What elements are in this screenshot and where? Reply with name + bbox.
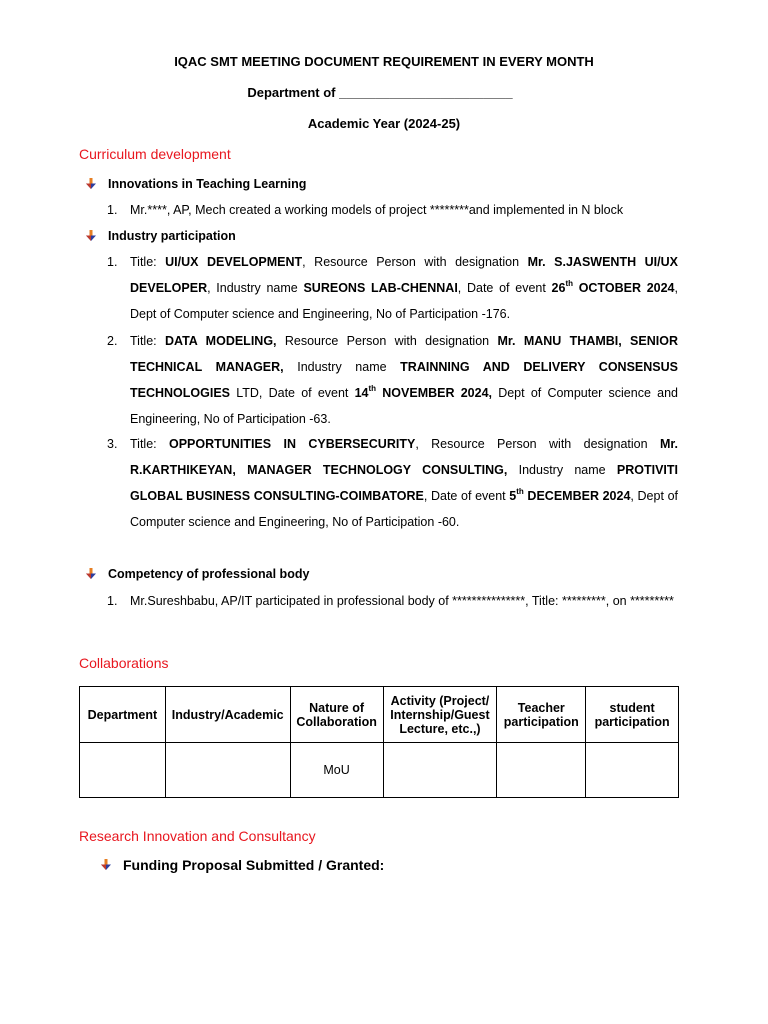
table-cell bbox=[586, 743, 679, 798]
funding-label: Funding Proposal Submitted / Granted: bbox=[123, 857, 385, 873]
collaborations-heading: Collaborations bbox=[79, 655, 169, 671]
industry-item-3: Title: OPPORTUNITIES IN CYBERSECURITY, Resource Person with designation Mr. R.KARTHIKEYAN, MANAGER TECHNOLOGY CONSULTING, Industry name PROTIVITI GLOBAL BUSINESS CONSULTING-COIMBATORE, Date of event 5th DECEMBER 2024, Dept of Computer science and Engineering, No of Participation -60. bbox=[130, 437, 679, 529]
funding-bullet bbox=[100, 857, 384, 873]
down-arrow-bullet-icon bbox=[85, 178, 97, 190]
industry-bullet bbox=[85, 229, 236, 243]
column-header: Industry/Academic bbox=[165, 687, 290, 743]
curriculum-heading: Curriculum development bbox=[79, 146, 231, 162]
department-line: Department of ________________________ bbox=[247, 85, 513, 100]
competency-item: Mr.Sureshbabu, AP/IT participated in professional body of ***************, Title: *********, on ********* bbox=[130, 594, 674, 608]
table-cell bbox=[383, 743, 497, 798]
table-cell bbox=[497, 743, 586, 798]
column-header: Teacher participation bbox=[497, 687, 586, 743]
list-number: 1. bbox=[107, 594, 118, 608]
research-heading: Research Innovation and Consultancy bbox=[79, 828, 316, 844]
innovations-bullet bbox=[85, 177, 306, 191]
industry-label: Industry participation bbox=[108, 229, 236, 243]
table-cell bbox=[165, 743, 290, 798]
document-title: IQAC SMT MEETING DOCUMENT REQUIREMENT IN EVERY MONTH bbox=[174, 54, 594, 69]
table-header-row bbox=[80, 687, 679, 743]
list-number: 3. bbox=[107, 437, 118, 451]
competency-label: Competency of professional body bbox=[108, 567, 310, 581]
innovation-item: Mr.****, AP, Mech created a working models of project ********and implemented in N block bbox=[130, 203, 624, 217]
down-arrow-bullet-icon bbox=[100, 859, 112, 871]
academic-year: Academic Year (2024-25) bbox=[307, 116, 461, 131]
down-arrow-bullet-icon bbox=[85, 568, 97, 580]
table-cell bbox=[80, 743, 166, 798]
collaborations-table bbox=[79, 686, 679, 798]
down-arrow-bullet-icon bbox=[85, 230, 97, 242]
competency-bullet bbox=[85, 567, 309, 581]
industry-item-1: Title: UI/UX DEVELOPMENT, Resource Person with designation Mr. S.JASWENTH UI/UX DEVELOPER, Industry name SUREONS LAB-CHENNAI, Date of event 26th OCTOBER 2024, Dept of Computer science and Engineering, No of Participation -176. bbox=[130, 255, 678, 321]
innovations-label: Innovations in Teaching Learning bbox=[108, 177, 307, 191]
industry-item-2: Title: DATA MODELING, Resource Person with designation Mr. MANU THAMBI, SENIOR TECHNICAL MANAGER, Industry name TRAINNING AND DELIVERY CONSENSUS TECHNOLOGIES LTD, Date of event 14th NOVEMBER 2024, Dept of Computer science and Engineering, No of Participation -63. bbox=[130, 334, 678, 426]
column-header: Department bbox=[80, 687, 166, 743]
column-header: Nature of Collaboration bbox=[290, 687, 383, 743]
table-row bbox=[80, 743, 679, 798]
list-number: 1. bbox=[107, 255, 118, 269]
column-header: student participation bbox=[586, 687, 679, 743]
list-number: 2. bbox=[107, 334, 118, 348]
table-cell: MoU bbox=[290, 743, 383, 798]
list-number: 1. bbox=[107, 203, 118, 217]
column-header: Activity (Project/ Internship/Guest Lecture, etc.,) bbox=[383, 687, 497, 743]
